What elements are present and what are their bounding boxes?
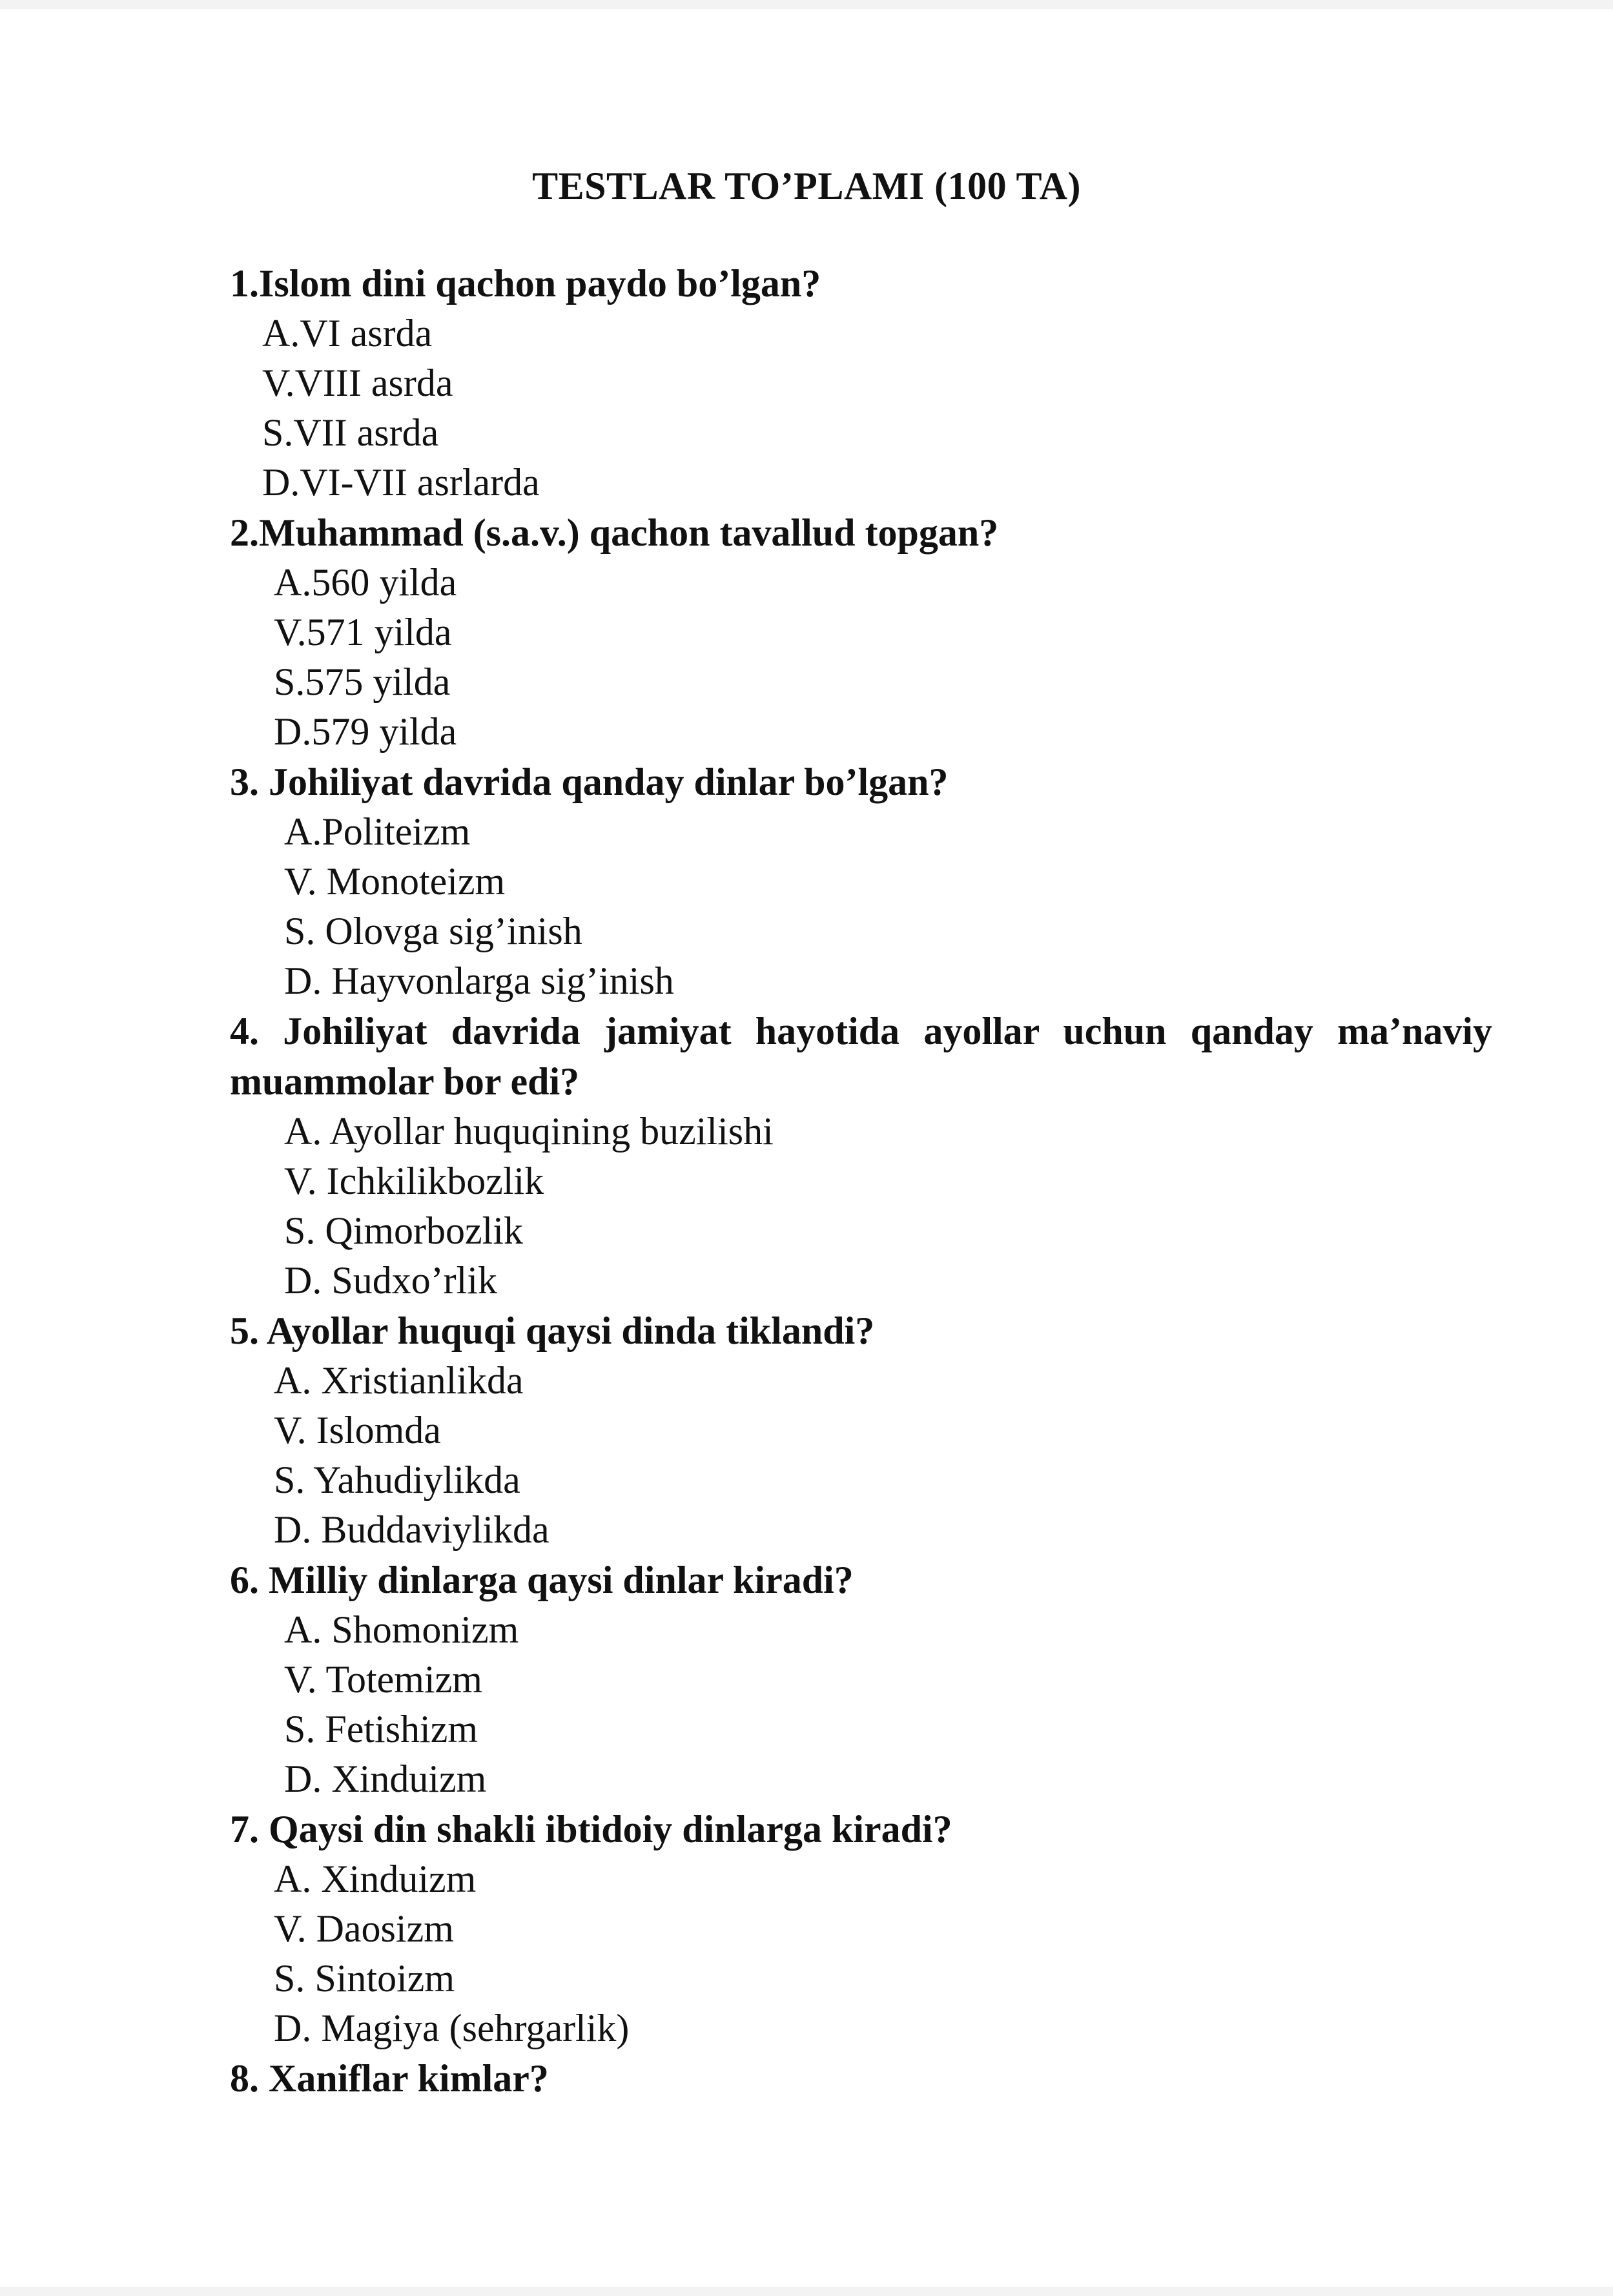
question-3: [230, 757, 1492, 1006]
option-a: A.Politeizm: [284, 810, 471, 853]
option-v: V.571 yilda: [274, 611, 452, 653]
option-d: D.579 yilda: [274, 710, 457, 753]
question-text: 3. Johiliyat davrida qanday dinlar bo’lgan?: [230, 761, 949, 803]
test-list: [230, 258, 1492, 2104]
page-bottom-edge: [0, 2287, 1613, 2296]
answer-options: [230, 1356, 1492, 1555]
option-a: A. Xinduizm: [274, 1858, 477, 1900]
option-a: A.VI asrda: [262, 312, 433, 354]
question-text: 8. Xaniflar kimlar?: [230, 2057, 549, 2100]
option-s: S.575 yilda: [274, 661, 451, 703]
question-6: [230, 1555, 1492, 1804]
question-2: [230, 507, 1492, 757]
question-text: 7. Qaysi din shakli ibtidoiy dinlarga kiradi?: [230, 1808, 952, 1850]
question-4: [230, 1006, 1492, 1306]
page-title: TESTLAR TO’PLAMI (100 TA): [532, 165, 1081, 207]
answer-options: [230, 807, 1492, 1006]
answer-options: [230, 1605, 1492, 1804]
page-top-edge: [0, 0, 1613, 9]
answer-options: [230, 1854, 1492, 2053]
option-a: A. Xristianlikda: [274, 1359, 524, 1402]
option-v: V. Islomda: [274, 1409, 441, 1451]
question-text: 6. Milliy dinlarga qaysi dinlar kiradi?: [230, 1559, 854, 1601]
option-s: S. Yahudiylikda: [274, 1459, 520, 1501]
option-d: D. Hayvonlarga sig’inish: [284, 959, 674, 1002]
question-text: 1.Islom dini qachon paydo bo’lgan?: [230, 262, 821, 305]
option-s: S.VII asrda: [262, 411, 439, 454]
question-5: [230, 1306, 1492, 1555]
option-s: S. Fetishizm: [284, 1708, 478, 1750]
answer-options: [230, 309, 1492, 507]
option-d: D.VI-VII asrlarda: [262, 461, 540, 504]
answer-options: [230, 558, 1492, 757]
option-a: A.560 yilda: [274, 561, 457, 604]
option-s: S. Olovga sig’inish: [284, 910, 582, 952]
option-d: D. Magiya (sehrgarlik): [274, 2007, 630, 2049]
question-text: 4. Johiliyat davrida jamiyat hayotida ayollar uchun qanday ma’naviy muammolar bor edi?: [230, 1010, 1492, 1103]
question-8: [230, 2053, 1492, 2104]
option-a: A. Ayollar huquqining buzilishi: [284, 1110, 774, 1153]
answer-options: [230, 1107, 1492, 1306]
option-s: S. Qimorbozlik: [284, 1209, 523, 1252]
question-1: [230, 258, 1492, 507]
question-text: 2.Muhammad (s.a.v.) qachon tavallud topgan?: [230, 511, 999, 554]
option-v: V. Daosizm: [274, 1907, 454, 1950]
option-a: A. Shomonizm: [284, 1608, 519, 1651]
question-7: [230, 1804, 1492, 2053]
option-v: V. Totemizm: [284, 1658, 482, 1701]
option-v: V. Ichkilikbozlik: [284, 1160, 544, 1202]
option-d: D. Buddaviylikda: [274, 1508, 550, 1551]
option-s: S. Sintoizm: [274, 1957, 455, 2000]
question-text: 5. Ayollar huquqi qaysi dinda tiklandi?: [230, 1309, 875, 1352]
option-d: D. Sudxo’rlik: [284, 1259, 497, 1302]
option-v: V. Monoteizm: [284, 860, 506, 903]
option-v: V.VIII asrda: [262, 362, 453, 404]
option-d: D. Xinduizm: [284, 1758, 487, 1800]
